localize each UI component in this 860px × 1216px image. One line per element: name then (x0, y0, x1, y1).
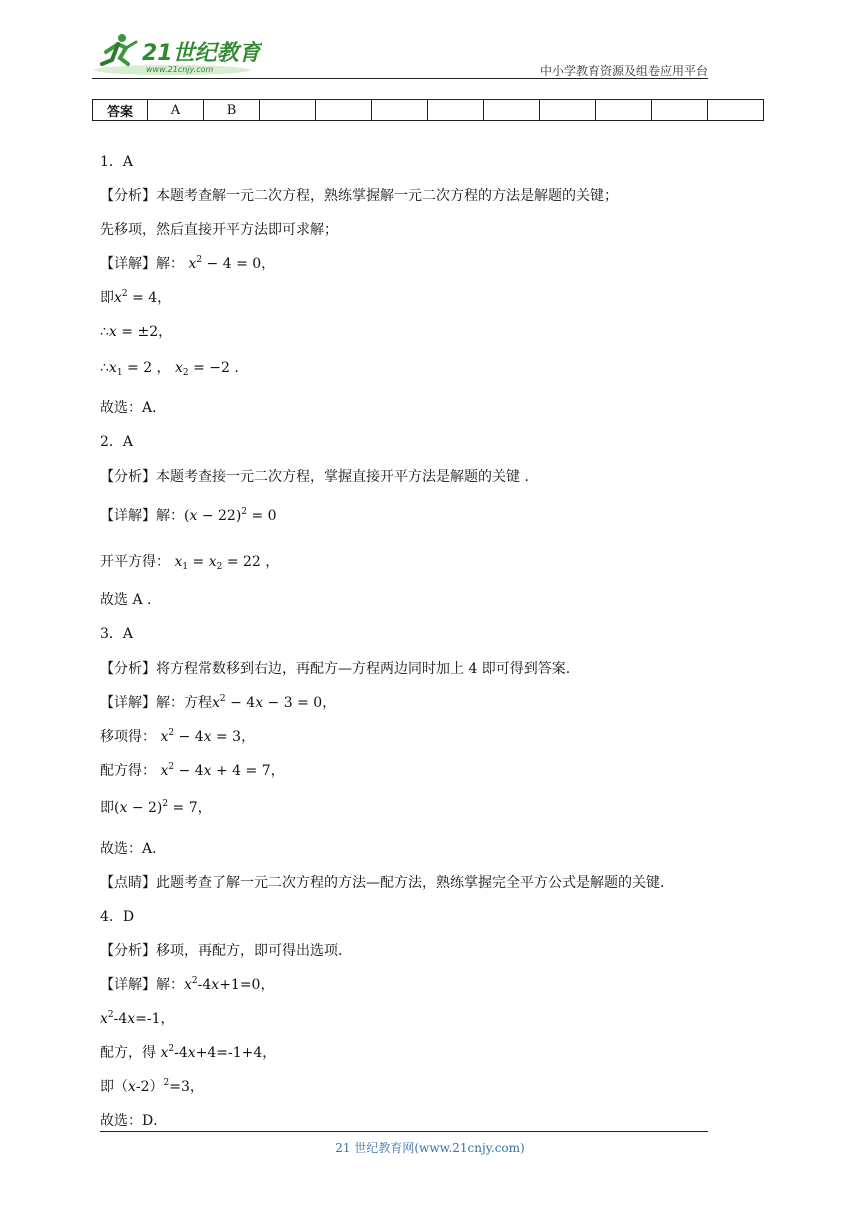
solution-line: 开平方得： $x_1 = x_2 = 22$ ， (100, 554, 280, 572)
footer-link[interactable]: 21 世纪教育网(www.21cnjy.com) (335, 1141, 525, 1155)
solution-line: 【详解】解：方程$x^2 - 4x - 3 = 0$， (100, 694, 337, 711)
solution-line: 即$(x-2)^2=3$， (100, 1078, 204, 1095)
solution-line: 配方得： $x^2 - 4x + 4 = 7$， (100, 762, 285, 779)
solution-line: 【详解】解：$x^2-4x+1=0$， (100, 976, 275, 993)
answer-cell (316, 100, 372, 121)
solution-line: 配方，得 $x^2-4x+4=-1+4$， (100, 1044, 277, 1061)
answer-cell (540, 100, 596, 121)
solution-line: 移项得： $x^2 - 4x = 3$， (100, 728, 256, 745)
solution-line: 即$x^2 = 4$， (100, 289, 172, 306)
answer-cell (708, 100, 764, 121)
answer-cell (372, 100, 428, 121)
solution-line: $\therefore x_1 = 2$ ， $x_2 = -2$ . (100, 360, 239, 378)
analysis-text: 【分析】本题考查解一元二次方程，熟练掌握解一元二次方程的方法是解题的关键； (100, 188, 618, 204)
analysis-text: 【分析】移项，再配方，即可得出选项. (100, 943, 343, 959)
question-number: 4．D (100, 909, 135, 925)
choice-line: 故选 A . (100, 592, 152, 608)
answer-cell: B (204, 100, 260, 121)
choice-line: 故选：D． (100, 1113, 168, 1129)
solution-line: 即$(x - 2)^2 = 7$， (100, 799, 212, 816)
question-number: 1．A (100, 154, 134, 170)
answer-table-head: 答案 (93, 100, 148, 121)
analysis-text: 【分析】本题考查接一元二次方程，掌握直接开平方法是解题的关键 . (100, 469, 529, 485)
answer-cell: A (148, 100, 204, 121)
answer-table (92, 99, 764, 121)
answer-cell (596, 100, 652, 121)
logo-21cnjy (92, 30, 262, 78)
solution-line: ∴x = ±2， (100, 324, 173, 340)
analysis-text: 【分析】将方程常数移到右边，再配方—方程两边同时加上 4 即可得到答案. (100, 661, 571, 677)
logo-text: 21世纪教育 (142, 41, 261, 66)
choice-line: 故选：A． (100, 841, 167, 857)
answer-cell (428, 100, 484, 121)
answer-cell (484, 100, 540, 121)
question-number: 3．A (100, 626, 134, 642)
solution-line: $x^2-4x=-1$， (100, 1010, 175, 1027)
logo-url: www.21cnjy.com (146, 65, 214, 74)
platform-name: 中小学教育资源及组卷应用平台 (539, 64, 708, 78)
page-header (92, 30, 708, 80)
footer-divider (100, 1131, 708, 1132)
analysis-text: 先移项，然后直接开平方法即可求解； (100, 222, 338, 238)
solution-line: 【详解】解： $x^2 - 4 = 0$， (100, 255, 276, 272)
choice-line: 故选：A． (100, 400, 167, 416)
question-number: 2．A (100, 434, 134, 450)
comment-text: 【点睛】此题考查了解一元二次方程的方法—配方法，熟练掌握完全平方公式是解题的关键. (100, 875, 665, 891)
solution-line: 【详解】解：$(x - 22)^2 = 0$ (100, 507, 277, 524)
header-divider (92, 78, 708, 79)
answer-cell (260, 100, 316, 121)
answer-cell (652, 100, 708, 121)
